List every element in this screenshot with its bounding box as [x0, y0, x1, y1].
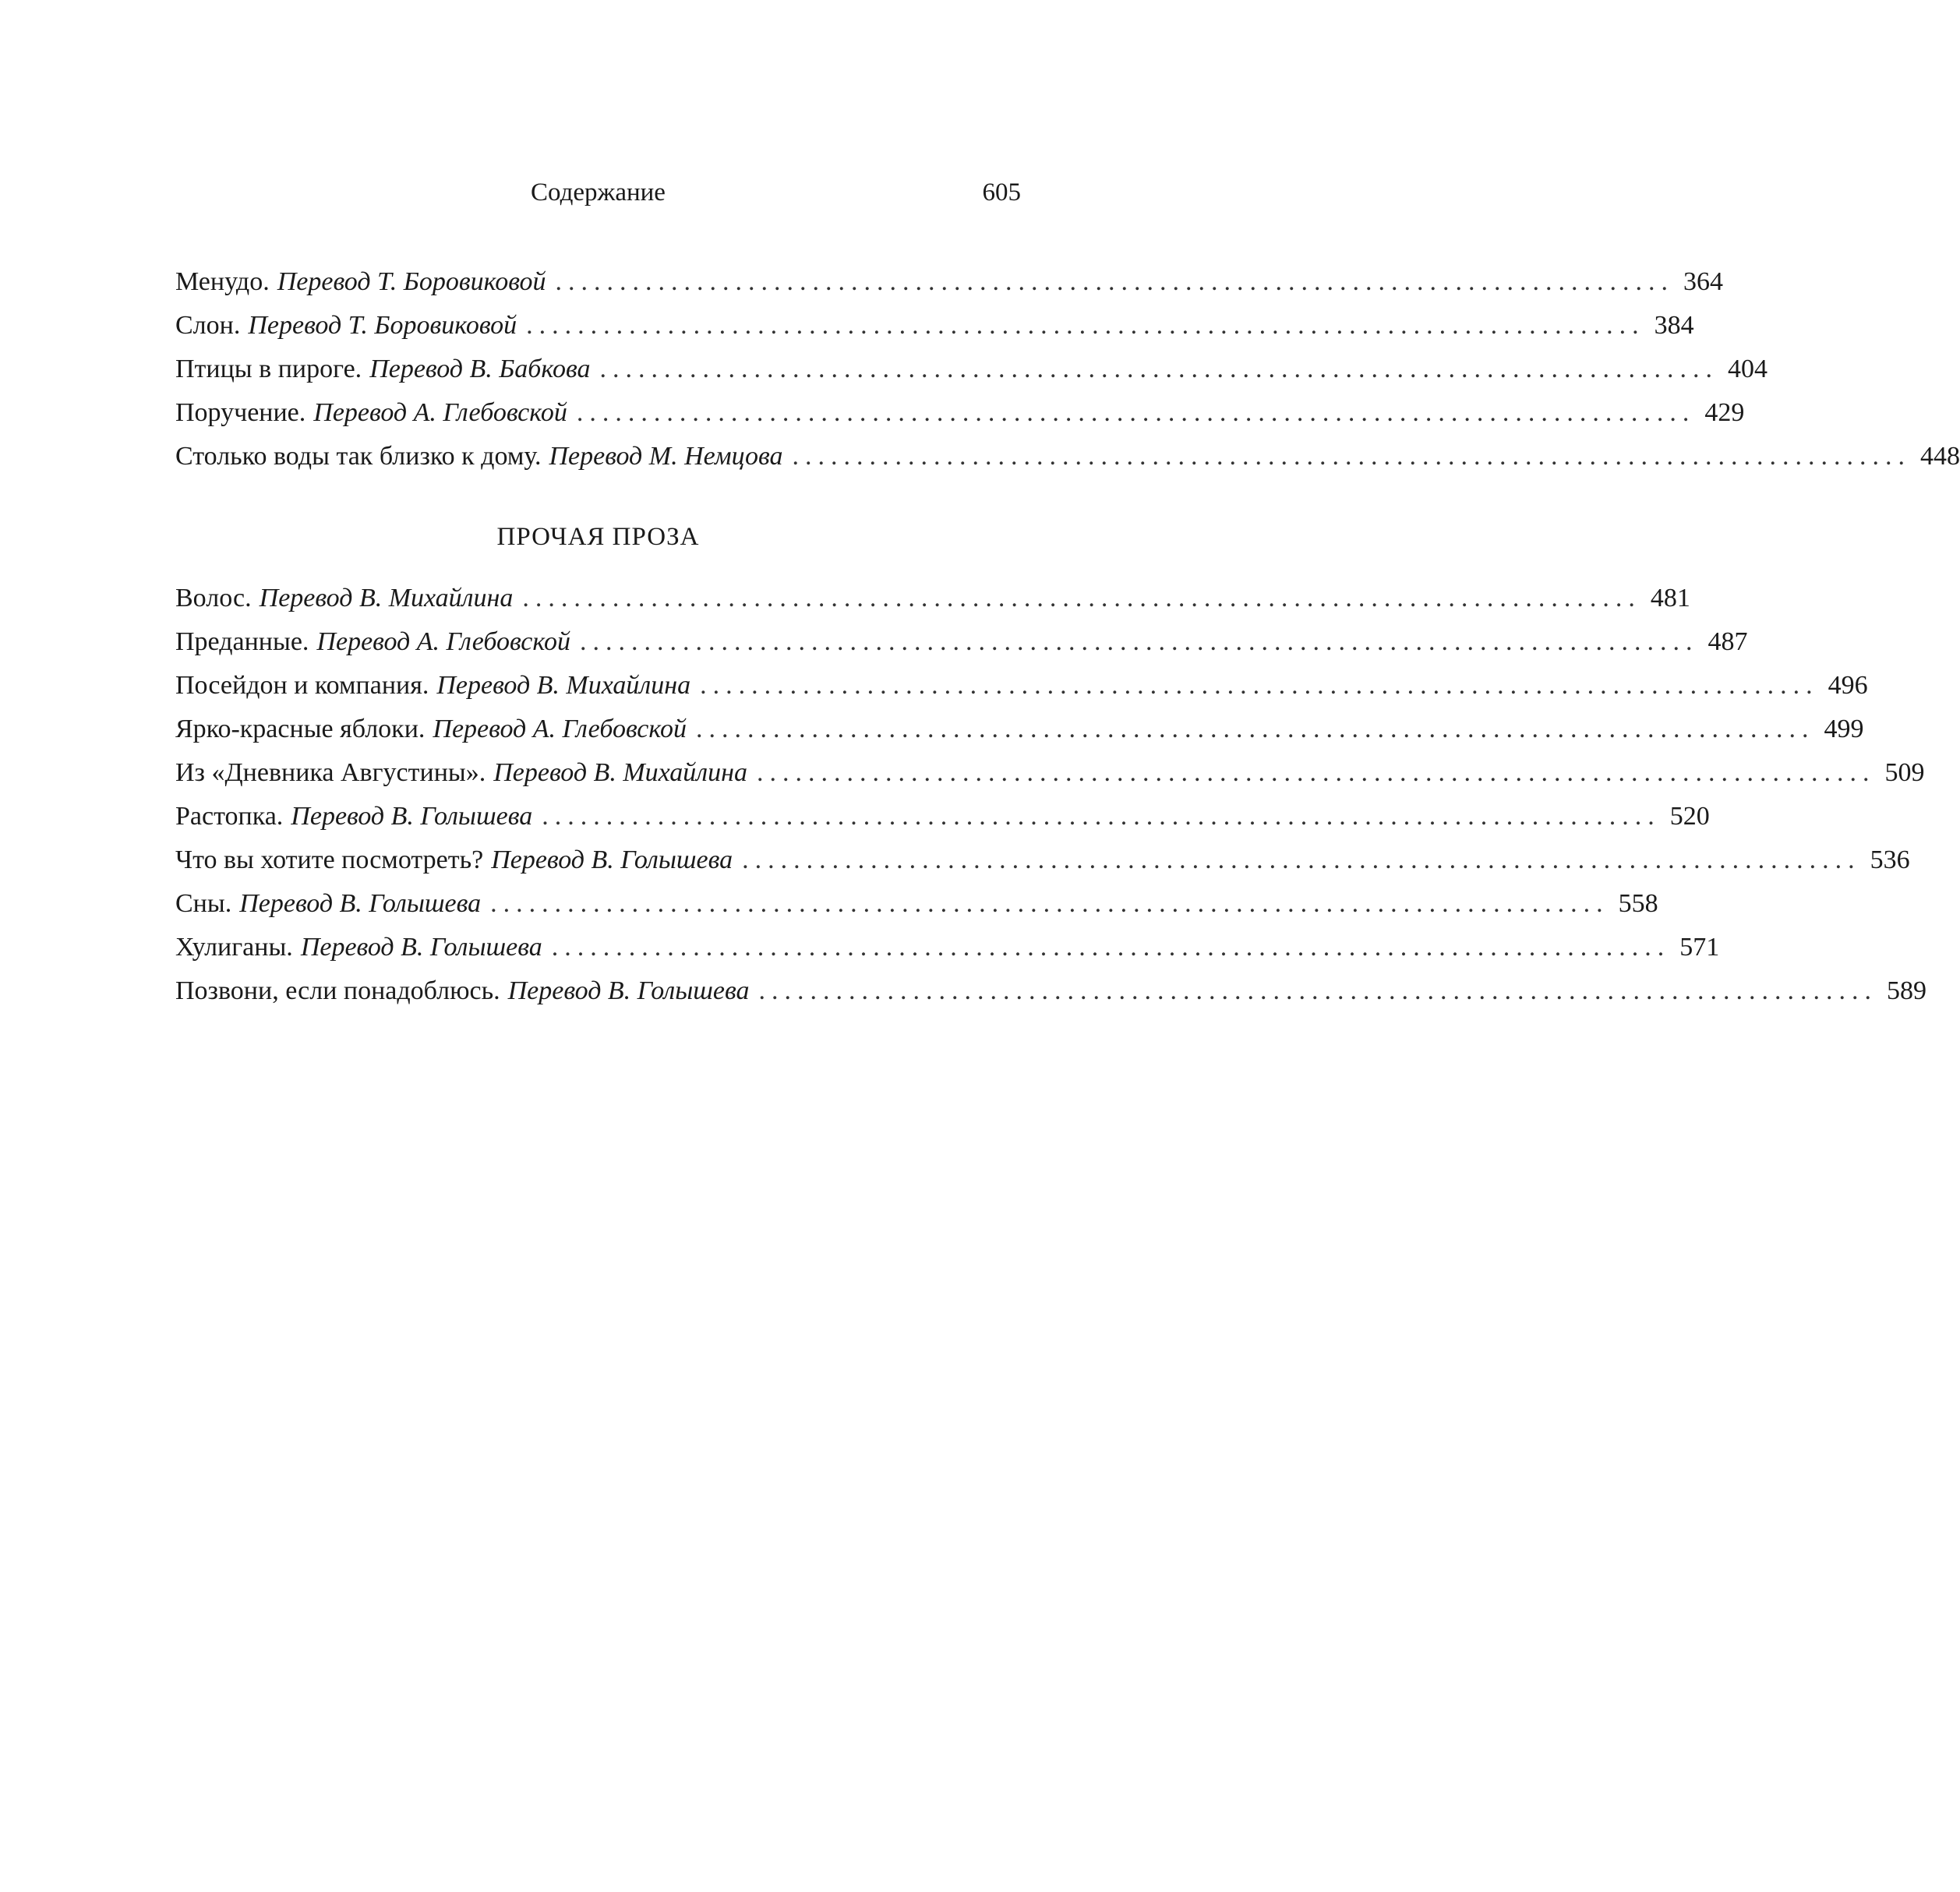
dot-leader: ....................................................................................... — [526, 311, 1645, 340]
entry-title: Ярко-красные яблоки. — [175, 715, 426, 743]
entry-translator: Перевод В. Михайлина — [436, 671, 691, 700]
entry-translator: Перевод В. Голышева — [239, 889, 482, 918]
entry-translator: Перевод В. Голышева — [291, 802, 533, 831]
entry-page-number: 487 — [1707, 627, 1748, 656]
entry-translator: Перевод В. Голышева — [507, 976, 750, 1005]
toc-entry — [175, 969, 1927, 1013]
entry-page-number: 481 — [1650, 584, 1690, 612]
toc-entry — [175, 577, 1690, 620]
toc-entry — [175, 435, 1960, 478]
entry-translator: Перевод Т. Боровиковой — [248, 311, 517, 340]
entry-page-number: 404 — [1728, 355, 1768, 383]
entry-page-number: 499 — [1824, 715, 1864, 743]
dot-leader: ....................................................................................... — [756, 758, 1876, 787]
entry-page-number: 571 — [1679, 933, 1720, 962]
entry-title: Поручение. — [175, 398, 306, 427]
entry-translator: Перевод В. Бабкова — [369, 355, 591, 383]
toc-entry — [175, 260, 1724, 304]
dot-leader: ....................................................................................... — [599, 355, 1719, 383]
toc-entry — [175, 795, 1710, 838]
entry-translator: Перевод Т. Боровиковой — [277, 267, 546, 296]
dot-leader: ....................................................................................... — [742, 845, 1861, 874]
dot-leader: ....................................................................................... — [490, 889, 1609, 918]
entry-page-number: 496 — [1828, 671, 1868, 700]
entry-title: Волос. — [175, 584, 252, 612]
entry-title: Сны. — [175, 889, 232, 918]
entry-title: Птицы в пироге. — [175, 355, 362, 383]
entry-title: Слон. — [175, 311, 241, 340]
toc-entry — [175, 620, 1748, 664]
entry-translator: Перевод А. Глебовской — [433, 715, 687, 743]
toc-entry — [175, 348, 1768, 391]
section-heading: ПРОЧАЯ ПРОЗА — [496, 523, 700, 551]
entry-title: Хулиганы. — [175, 933, 293, 962]
running-title: Содержание — [531, 178, 666, 206]
entry-translator: Перевод А. Глебовской — [313, 398, 567, 427]
entry-translator: Перевод В. Михайлина — [259, 584, 514, 612]
dot-leader: ....................................................................................... — [551, 933, 1671, 962]
entry-title: Посейдон и компания. — [175, 671, 429, 700]
entry-translator: Перевод В. Михайлина — [493, 758, 747, 787]
toc-list-stories — [175, 260, 1960, 478]
entry-page-number: 509 — [1884, 758, 1925, 787]
toc-entry — [175, 708, 1864, 751]
entry-translator: Перевод М. Немцова — [549, 442, 783, 471]
dot-leader: ....................................................................................... — [792, 442, 1912, 471]
entry-title: Позвони, если понадоблюсь. — [175, 976, 500, 1005]
entry-page-number: 536 — [1870, 845, 1910, 874]
entry-title: Что вы хотите посмотреть? — [175, 845, 484, 874]
dot-leader: ....................................................................................... — [555, 267, 1675, 296]
running-head — [175, 173, 1021, 212]
entry-page-number: 558 — [1618, 889, 1658, 918]
dot-leader: ....................................................................................... — [576, 398, 1696, 427]
dot-leader: ....................................................................................... — [700, 671, 1819, 700]
toc-list-other-prose — [175, 577, 1927, 1013]
entry-title: Преданные. — [175, 627, 309, 656]
entry-translator: Перевод В. Голышева — [491, 845, 733, 874]
entry-title: Менудо. — [175, 267, 270, 296]
dot-leader: ....................................................................................... — [542, 802, 1661, 831]
dot-leader: ....................................................................................... — [580, 627, 1699, 656]
entry-page-number: 448 — [1920, 442, 1960, 471]
entry-page-number: 364 — [1683, 267, 1724, 296]
page-number: 605 — [982, 178, 1021, 206]
toc-entry — [175, 838, 1910, 882]
dot-leader: ....................................................................................... — [695, 715, 1815, 743]
entry-title: Растопка. — [175, 802, 284, 831]
entry-page-number: 384 — [1654, 311, 1694, 340]
toc-entry — [175, 304, 1694, 348]
entry-translator: Перевод А. Глебовской — [316, 627, 570, 656]
toc-entry — [175, 926, 1720, 969]
dot-leader: ....................................................................................... — [522, 584, 1641, 612]
dot-leader: ....................................................................................... — [758, 976, 1878, 1005]
toc-entry — [175, 751, 1925, 795]
entry-title: Столько воды так близко к дому. — [175, 442, 542, 471]
entry-page-number: 520 — [1669, 802, 1710, 831]
entry-page-number: 429 — [1704, 398, 1745, 427]
entry-title: Из «Дневника Августины». — [175, 758, 486, 787]
toc-entry — [175, 391, 1745, 435]
entry-page-number: 589 — [1887, 976, 1927, 1005]
entry-translator: Перевод В. Голышева — [300, 933, 542, 962]
toc-entry — [175, 664, 1868, 708]
toc-entry — [175, 882, 1658, 926]
